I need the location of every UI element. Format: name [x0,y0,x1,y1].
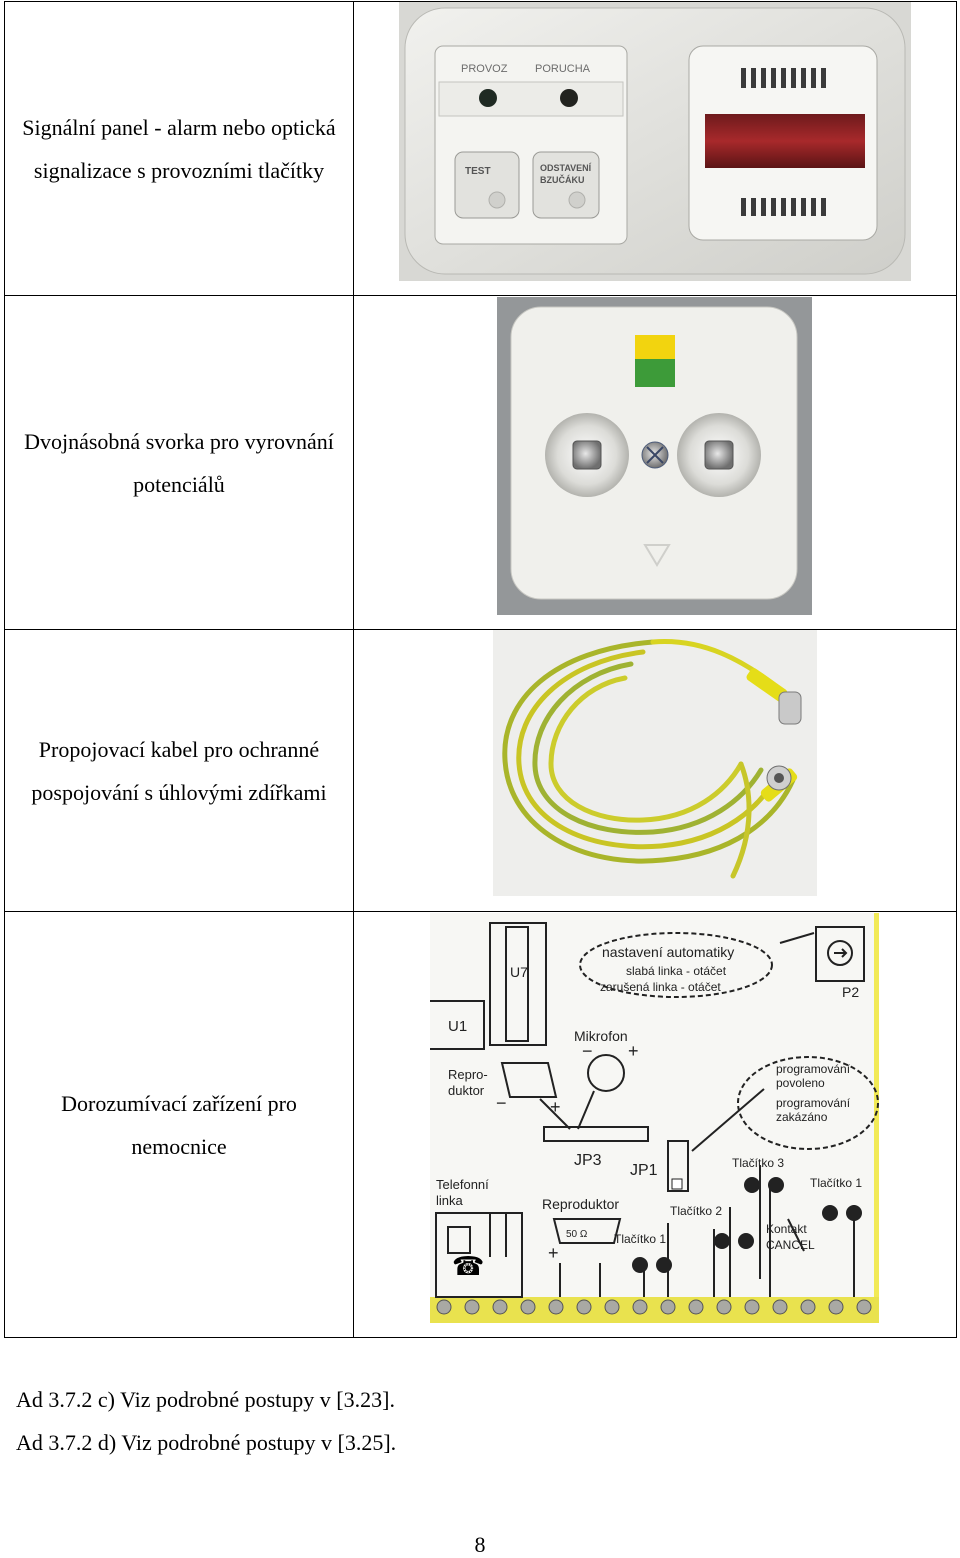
buzzer-off-button [533,152,599,218]
row-description: Propojovací kabel pro ochranné pospojování s úhlovými zdířkami [31,736,327,805]
prog-allowed-label-1: programování [776,1062,851,1076]
yellow-green-cable-photo [493,630,817,896]
prog-denied-label-2: zakázáno [776,1110,828,1124]
note-line: Ad 3.7.2 c) Viz podrobné postupy v [3.23]. [16,1387,395,1412]
telefonni-label-1: Telefonní [436,1177,489,1192]
provoz-label: PROVOZ [461,63,508,75]
signal-panel-photo [399,2,911,281]
image-cell [354,2,957,296]
telefonni-label-2: linka [436,1193,463,1208]
test-label: TEST [465,166,491,177]
u1-label: U1 [448,1018,468,1035]
kontakt-label-1: Kontakt [766,1222,807,1236]
repro-label-2: duktor [448,1083,485,1098]
table-row [5,296,957,630]
row-description: Dvojnásobná svorka pro vyrovnání potenciálů [24,428,334,497]
test-button [455,152,519,218]
image-cell [354,912,957,1338]
mic-minus-label: − [582,1041,593,1061]
table-row [5,2,957,296]
u7-label: U7 [510,964,528,980]
mic-plus-label: + [628,1041,639,1061]
kontakt-label-2: CANCEL [766,1238,815,1252]
mikrofon-label: Mikrofon [574,1028,628,1044]
tlacitko3-label: Tlačítko 3 [732,1156,785,1170]
tlacitko2-label: Tlačítko 2 [670,1204,723,1218]
row-description: Signální panel - alarm nebo optická signalizace s provozními tlačítky [22,114,336,183]
p2-label: P2 [842,984,860,1000]
table-row [5,912,957,1338]
porucha-label: PORUCHA [535,63,591,75]
telephone-icon: ☎ [452,1251,485,1281]
description-cell [5,2,354,296]
table-row [5,630,957,912]
description-cell [5,296,354,630]
image-cell [354,630,957,912]
speaker-minus-label: − [496,1093,507,1113]
page-number: 8 [474,1532,486,1557]
bzucaku-label: BZUČÁKU [540,175,585,185]
tlacitko1b-label: Tlačítko 1 [810,1176,863,1190]
tlacitko1a-label: Tlačítko 1 [614,1232,667,1246]
description-cell [5,912,354,1338]
repro-plus-label: + [548,1243,559,1263]
green-mark-icon [635,359,675,387]
repro-label-1: Repro- [448,1067,488,1082]
porucha-led-icon [560,89,578,107]
red-signal-lens [705,114,865,168]
equipotential-terminal-photo [497,297,812,615]
jp1-label: JP1 [630,1162,658,1179]
prog-allowed-label-2: povoleno [776,1076,825,1090]
odstaveni-label: ODSTAVENÍ [540,163,592,173]
row-description: Dorozumívací zařízení pro nemocnice [61,1090,297,1159]
reproduktor-label: Reproduktor [542,1196,620,1212]
provoz-led-icon [479,89,497,107]
image-cell [354,296,957,630]
ohm-label: 50 Ω [566,1229,588,1240]
description-cell [5,630,354,912]
equipment-table [4,1,957,1338]
slaba-label: slabá linka - otáčet [626,964,727,978]
intercom-board-diagram [430,913,879,1323]
jp3-label: JP3 [574,1152,602,1169]
yellow-mark-icon [635,335,675,359]
notes [16,1378,396,1464]
nastaveni-label: nastavení automatiky [602,944,735,960]
zarusena-label: zarušená linka - otáčet [600,980,721,994]
note-line: Ad 3.7.2 d) Viz podrobné postupy v [3.25]. [16,1430,397,1455]
speaker-plus-label: + [550,1097,561,1117]
prog-denied-label-1: programování [776,1096,851,1110]
